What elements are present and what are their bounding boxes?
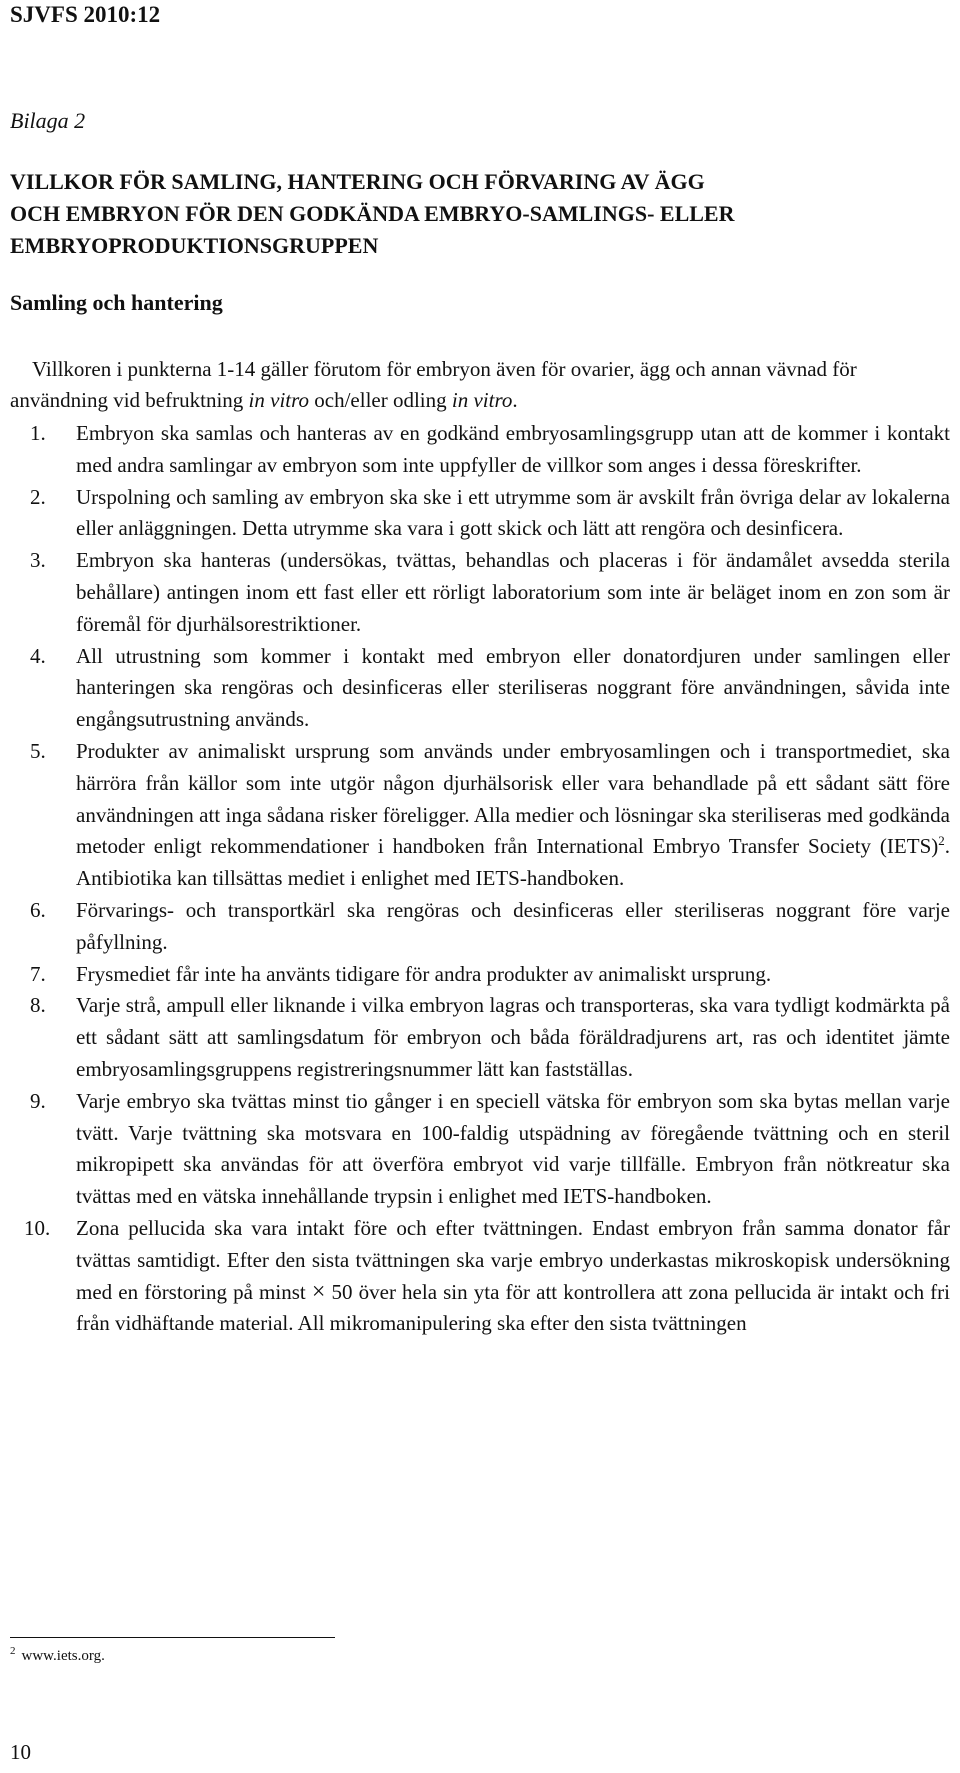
footnote-divider [10, 1637, 335, 1638]
document-title [10, 166, 940, 262]
list-item [10, 641, 950, 736]
footnote-text: www.iets.org. [21, 1648, 105, 1664]
item-number: 2. [30, 484, 46, 509]
item-number: 1. [30, 421, 46, 445]
footnote [10, 1645, 105, 1665]
item-number: 10. [24, 1215, 51, 1240]
list-item [10, 418, 950, 482]
list-item [10, 895, 950, 959]
item-number: 9. [30, 1088, 46, 1113]
item-number: 8. [30, 993, 46, 1018]
intro-italic: in vitro [451, 388, 513, 412]
multiplication-sign: × [311, 1278, 326, 1305]
footnote-reference: 2 [938, 833, 945, 849]
item-text: Embryon ska samlas och hanteras av en godkänd embryosamlingsgrupp utan att de kommer i kontakt med andra samlingar av embryon som inte uppfyller de villkor som anges i dessa föreskrifter. [76, 421, 950, 477]
footnote-mark: 2 [10, 1645, 16, 1657]
item-text: . Antibiotika kan tillsättas mediet i enlighet med IETS-handboken. [76, 834, 950, 891]
list-item [10, 482, 950, 546]
list-item [10, 1213, 950, 1340]
title-line: VILLKOR FÖR SAMLING, HANTERING OCH FÖRVARING AV ÄGG [10, 169, 705, 194]
item-text: Embryon ska hanteras (undersökas, tvättas, behandlas och placeras i för ändamålet avsedda sterila behållare) antingen inom ett fast eller ett rörligt laboratorium som inte är beläget inom en zon som är föremål för djurhälsorestriktioner. [76, 548, 950, 636]
item-text: Varje strå, ampull eller liknande i vilka embryon lagras och transporteras, ska vara tydligt kodmärkta på ett sådant sätt att samlingsdatum för embryon och båda föräldradjurens art, ras och identitet jämte embryosamlingsgruppens registreringsnummer lätt kan fastställas. [76, 993, 950, 1081]
item-text: Produkter av animaliskt ursprung som används under embryosamlingen och i transportmediet, ska härröra från källor som inte utgör någon djurhälsorisk eller vara behandlade på ett sådant sätt före användningen att inga sådana risker föreligger. Alla medier och lösningar ska steriliseras med godkända metoder enligt rekommendationer i handboken från International Embryo Transfer Society (IETS) [76, 738, 950, 859]
item-text: Förvarings- och transportkärl ska rengöras och desinficeras eller steriliseras noggrant före varje påfyllning. [76, 897, 950, 954]
item-number: 3. [30, 548, 46, 573]
item-number: 6. [30, 897, 46, 922]
item-text: All utrustning som kommer i kontakt med embryon eller donatordjuren under samlingen eller hanteringen ska rengöras och desinficeras eller steriliseras noggrant före användningen, såvida inte engångsutrustning används. [76, 643, 950, 732]
appendix-label: Bilaga 2 [10, 108, 86, 133]
page-number: 10 [10, 1740, 31, 1764]
intro-text: Villkoren i punkterna 1-14 gäller förutom för embryon även för ovarier, ägg och annan vävnad för användning vid befruktning [10, 357, 857, 412]
list-item [10, 545, 950, 640]
item-text: Varje embryo ska tvättas minst tio gånger i en speciell vätska för embryon som ska bytas mellan varje tvätt. Varje tvättning ska motsvara en 100-faldig utspädning av föregående tvättning och en steril mikropipett ska användas för att överföra embryot vid varje tillfälle. Embryon från nötkreatur ska tvättas med en vätska innehållande trypsin i enlighet med IETS-handboken. [76, 1088, 950, 1209]
list-item [10, 736, 950, 895]
item-number: 5. [30, 738, 46, 763]
title-line: OCH EMBRYON FÖR DEN GODKÄNDA EMBRYO-SAMLINGS- ELLER [10, 201, 735, 226]
list-item [10, 1086, 950, 1213]
list-item [10, 959, 950, 991]
item-number: 7. [30, 961, 46, 986]
intro-text: och/eller odling [309, 388, 452, 412]
item-text: 50 över hela sin yta för att kontrollera att zona pellucida är intakt och fri från vidhäftande material. All mikromanipulering ska efter den sista tvättningen [76, 1279, 951, 1336]
item-text: Zona pellucida ska vara intakt före och efter tvättningen. Endast embryon från samma donator får tvättas samtidigt. Efter den sista tvättningen ska varje embryo underkastas mikroskopisk undersökning med en förstoring på minst [76, 1215, 950, 1304]
intro-text: . [512, 388, 518, 412]
intro-paragraph [10, 354, 950, 416]
item-text: Frysmediet får inte ha använts tidigare för andra produkter av animaliskt ursprung. [76, 961, 772, 986]
item-text: Urspolning och samling av embryon ska ske i ett utrymme som är avskilt från övriga delar av lokalerna eller anläggningen. Detta utrymme ska vara i gott skick och lätt att rengöra och desinficera. [76, 484, 950, 541]
title-line: EMBRYOPRODUKTIONSGRUPPEN [10, 233, 379, 258]
requirements-list [10, 418, 950, 1340]
document-reference: SJVFS 2010:12 [10, 2, 161, 27]
list-item [10, 990, 950, 1085]
section-heading: Samling och hantering [10, 290, 223, 315]
intro-italic: in vitro [248, 388, 310, 412]
item-number: 4. [30, 643, 46, 668]
